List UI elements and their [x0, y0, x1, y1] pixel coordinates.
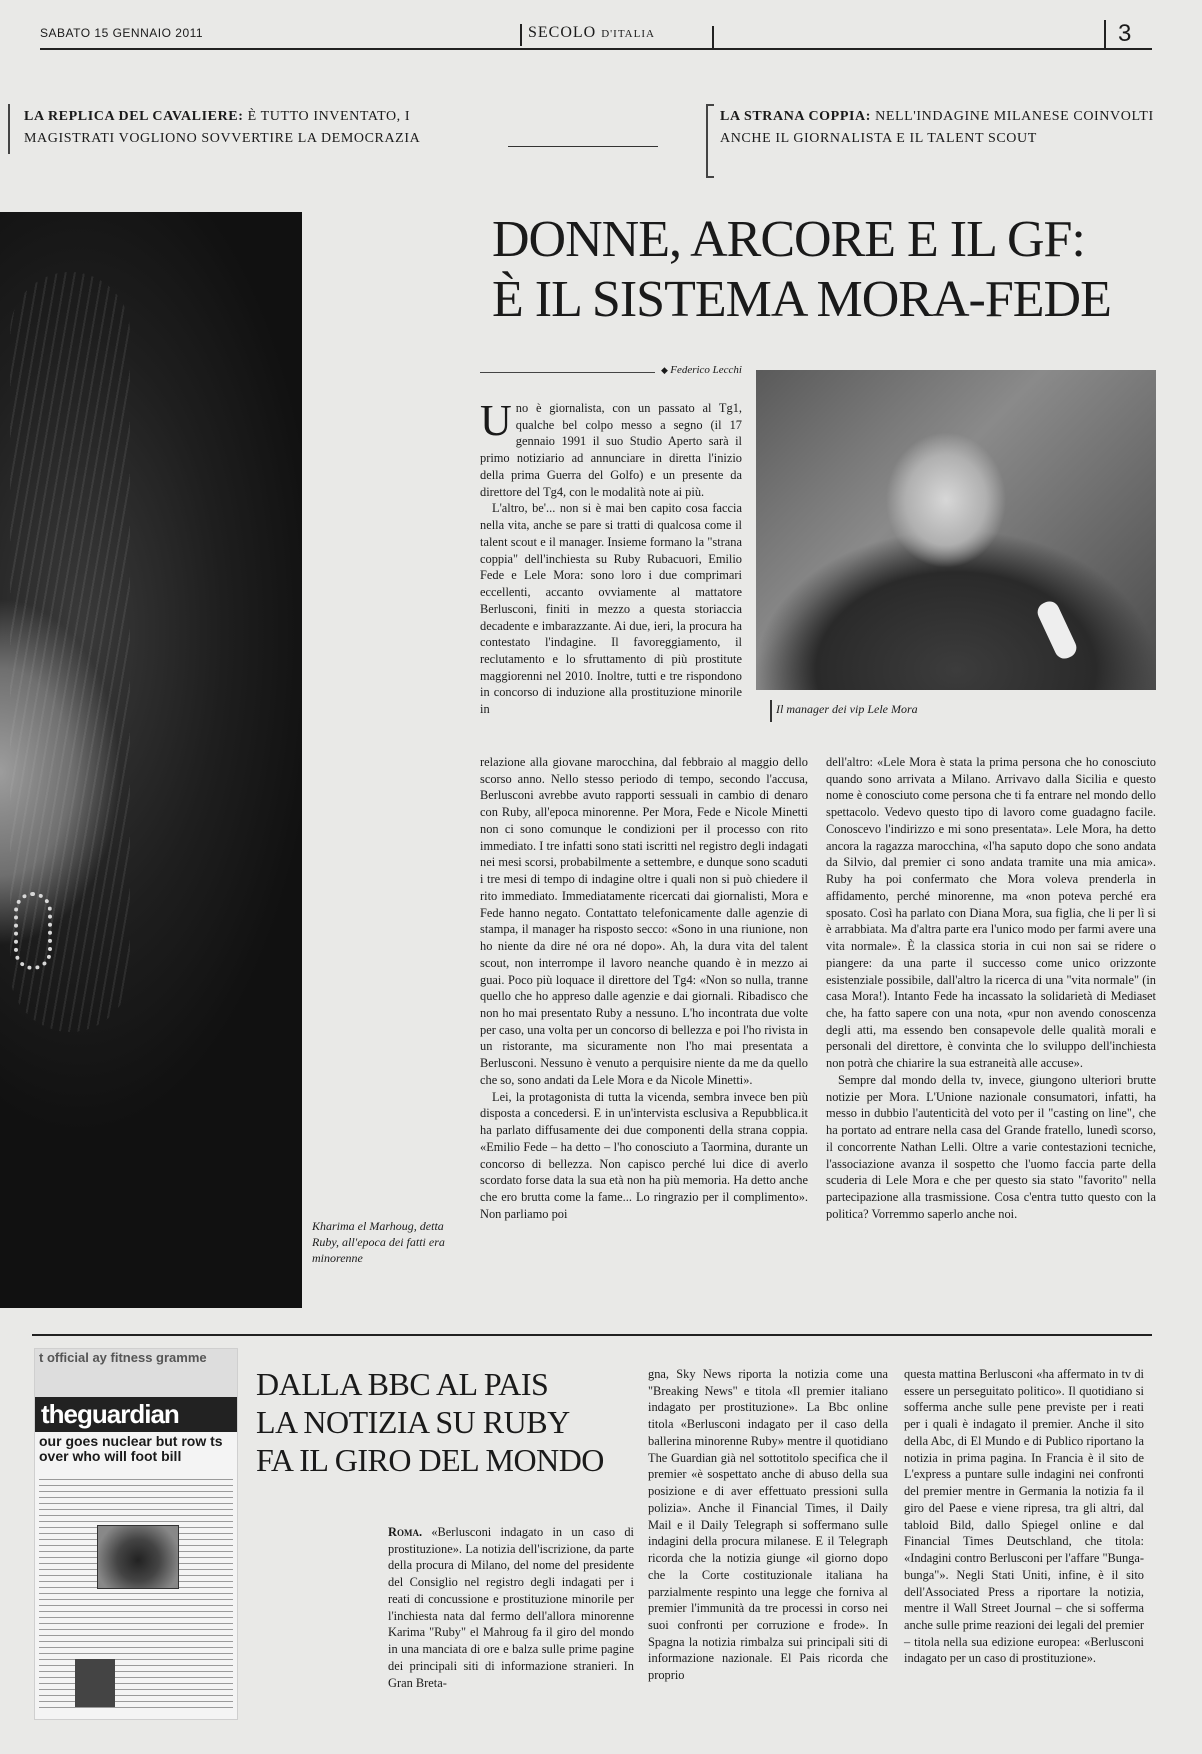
article-text: no è giornalista, con un passato al Tg1, qualche bel colpo messo a segno (il 17 gennaio 1991 il suo Studio Aperto sarà il primo notiziario ad annunciare in diretta l'inizio della prima Guerra del Golfo) e un presente da direttore del Tg4, con le modalità note ai più. [480, 401, 742, 499]
guardian-logo: theguardian [35, 1397, 237, 1432]
guardian-photo [97, 1525, 179, 1589]
article2-paragraph: gna, Sky News riporta la notizia come una "Breaking News" e titola «Il premier italiano indagato per prostituzione». La Bbc online titola «Berlusconi indagato per il caso della ballerina minorenne Ruby» mentre il quotidiano The Guardian già nel sottotitolo specifica che il premier «è sospettato anche di abuso della sua posizione e di aver effettuato pressioni sulla polizia». Anche il Financial Times, il Daily Mail e il Daily Telegraph si soffermano sulle indagini della procura milanese. E il Telegraph ricorda che la notizia giunge «il giorno dopo che la Corte costituzionale italiana ha parzialmente respinto una legge che forniva al premier l'immunità da tre processi in corso nei suoi confronti per corruzione e frode». In Spagna la notizia rimbalza sui principali siti di informazione nazionale. El Pais ricorda che proprio [648, 1367, 888, 1683]
paper-suffix: D'ITALIA [601, 28, 655, 40]
page-number: 3 [1104, 20, 1152, 48]
article-paragraph: dell'altro: «Lele Mora è stata la prima persona che ho conosciuto quando sono arrivata a Milano. Arrivavo dalla Sicilia e questo nome è conosciuto come persona che ti fa entrare nel mondo dello spettacolo. Vedevo questo tipo di lavoro come guadagno facile. Conoscevo l'indirizzo e mi sono presentata». Lele Mora, ha detto ancora la ragazza marocchina, «l'ha saputo dopo che sono andata da Silvio, dal premier ci sono andata tramite una mia amica». Ruby ha poi confermato che Mora voleva prenderla in affidamento, perché minorenne, ma «non poteva perché era sposato. Così ha parlato con Diana Mora, sua figlia, che li per lì si è arrabbiata. Ma d'altra parte era l'unico modo per farmi avere una vita normale». È la classica storia in cui non sai se ridere o piangere: da una parte il successo come unico orizzonte esistenziale possibile, dall'altro la ricerca di una "vita normale" (in casa Mora!). Intanto Fede ha incassato la solidarietà di Mediaset che, ha fatto sapere con una nota, «pur non avendo conoscenza degli atti, ma essendo ben consapevole delle qualità morali e personali del direttore, è convinta che lo sviluppo dell'inchiesta non potrà che chiarire la sua estraneità alle accuse». [826, 755, 1156, 1071]
kicker-left-lead: LA REPLICA DEL CAVALIERE: [24, 109, 244, 124]
drop-cap: U [480, 396, 512, 445]
kicker-right-text: NELL'INDAGINE MILANESE COINVOLTI ANCHE IL GIORNALISTA E IL TALENT SCOUT [720, 109, 1154, 147]
secondary-headline-line3: FA IL GIRO DEL MONDO [256, 1441, 604, 1478]
guardian-headline: our goes nuclear but row ts over who will foot bill [39, 1433, 223, 1464]
masthead-paper-name [520, 24, 655, 46]
article-column-1 [480, 396, 742, 718]
secondary-headline-line2: LA NOTIZIA SU RUBY [256, 1403, 570, 1440]
article2-paragraph: questa mattina Berlusconi «ha affermato in tv di essere un perseguitato politico». Il quotidiano si sofferma anche sulle pene previste per i reati per i quali è indagato il premier. Anche il sito della Abc, di El Mundo e di Publico riportano la notizia in prima pagina. In Francia è il sito de L'express a puntare sulle indagini nei confronti del premier mentre in Germania la notizia fa il giro del Paese e viene ripresa, tra gli altri, dal tabloid Bild, dallo Spiegel online e dal Financial Times Deutschland, che titola: «Indagini contro Berlusconi per l'affare "Bunga-bunga"». Negli Stati Uniti, infine, è il sito dell'Associated Press a riportare la notizia, mentre il Wall Street Journal – che si sofferma anche sulle prime reazioni dei legali del premier – titola nella sua edizione europea: «Berlusconi indagato per un caso di prostituzione». [904, 1367, 1144, 1666]
article-paragraph: Sempre dal mondo della tv, invece, giungono ulteriori brutte notizie per Mora. L'Unione nazionale consumatori, infatti, ha messo in dubbio l'autenticità del voto per il "casting on line", che ha portato ad entrare nella casa del Grande fratello, lunedì scorso, il concorrente Nathan Lelli. Oltre a varie contestazioni tecniche, l'associazione avanza il sospetto che l'uomo faccia parte della scuderia di Lele Mora e che per questo sia stato "favorito" nella partecipazione alla trasmissione. Cosa c'entra tutto questo con la politica? Vorremmo saperlo anche noi. [826, 1072, 1156, 1221]
article2-column-2 [648, 1366, 888, 1684]
guardian-text-lines [39, 1479, 233, 1709]
secondary-headline-line1: DALLA BBC AL PAIS [256, 1366, 549, 1402]
kicker-right [720, 106, 1160, 151]
photo-earring [14, 892, 52, 970]
kicker-right-lead: LA STRANA COPPIA: [720, 109, 871, 124]
photo-caption-mora: Il manager dei vip Lele Mora [776, 702, 918, 716]
secondary-headline [256, 1366, 636, 1479]
main-headline-line1: DONNE, ARCORE E IL GF: [492, 211, 1085, 268]
dateline: Roma. [388, 1525, 423, 1539]
article-column-2 [480, 754, 808, 1223]
paper-name: SECOLO [528, 24, 597, 41]
masthead [40, 22, 1152, 50]
guardian-top-text: t official ay fitness gramme [35, 1349, 237, 1397]
photo-lele-mora [756, 370, 1156, 690]
photo-ruby [0, 212, 302, 1308]
kicker-divider [508, 146, 658, 147]
guardian-front-page-image [34, 1348, 238, 1720]
masthead-date: SABATO 15 GENNAIO 2011 [40, 26, 204, 40]
section-divider [32, 1334, 1152, 1336]
kicker-left-bracket [8, 104, 16, 154]
caption-marker [770, 700, 772, 722]
article2-text: «Berlusconi indagato in un caso di prostituzione». La notizia dell'iscrizione, da parte della procura di Milano, del nome del presidente del Consiglio nel registro degli indagati per i reati di concussione e prostituzione minorile per l'inchiesta nata dal fermo dell'allora minorenne Karima "Ruby" el Mahroug fa il giro del mondo in una manciata di ore e balza sulle prime pagine dei principali siti di informazione stranieri. In Gran Breta- [388, 1525, 634, 1690]
photo-caption-ruby: Kharima el Marhoug, detta Ruby, all'epoca dei fatti era minorenne [312, 1219, 445, 1266]
kicker-left [24, 106, 464, 151]
article2-column-3 [904, 1366, 1144, 1667]
main-headline-line2: È IL SISTEMA MORA-FEDE [492, 270, 1111, 328]
main-headline [492, 210, 1172, 330]
article-paragraph [480, 396, 742, 500]
byline [480, 364, 742, 387]
masthead-separator [712, 26, 714, 48]
article-paragraph: L'altro, be'... non si è mai ben capito cosa faccia nella vita, anche se pare si tratti di qualcosa come il talent scout e il manager. Insieme formano la "strana coppia" dell'inchiesta su Ruby Rubacuori, Emilio Fede e Lele Mora: sono loro i due comprimari eccellenti, accanto ovviamente al mattatore Berlusconi, finiti in mezzo a questa storiaccia decadente e imbarazzante. Ai due, ieri, la procura ha contestato l'indagine. Il favoreggiamento, il reclutamento e lo sfruttamento di più prostitute maggiorenni nel 2010. Inoltre, tutti e tre rispondono in concorso di induzione alla prostituzione minorile in [480, 501, 742, 717]
kicker-right-bracket [706, 104, 714, 178]
article2-paragraph [388, 1524, 634, 1691]
article-paragraph: Lei, la protagonista di tutta la vicenda, sembra invece ben più disposta a concedersi. E in un'intervista esclusiva a Repubblica.it ha parlato diffusamente dei due componenti della strana coppia. «Emilio Fede – ha detto – l'ho conosciuto a Taormina, durante un concorso di bellezza. Non capisco perché lui dice di averlo scordato forse data la sua età non ha più memoria. Ha detto anche che ero brutta come la fame... Lo ringrazio per il complimento». Non parliamo poi [480, 1089, 808, 1221]
article-paragraph: relazione alla giovane marocchina, dal febbraio al maggio dello scorso anno. Nello stesso periodo di tempo, secondo l'accusa, Berlusconi avrebbe avuto rapporti sessuali in cambio di denaro con Ruby, all'epoca minorenne. Per Mora, Fede e Nicole Minetti non ci sono comunque le condizioni per il processo con rito immediato. I tre infatti sono stati iscritti nel registro degli indagati nei mesi scorsi, probabilmente a settembre, e dunque sono scaduti i tre mesi di tempo di indagine oltre i quali non si può chiedere il rito immediato. Immediatamente ricercati dai giornalisti, Mora e Fede hanno negato. Contattato telefonicamente dalle agenzie di stampa, il manager ha risposto secco: «Sono in una riunione, non ho niente da dire né ora né dopo». Ah, la dura vita del talent scout, non interrompe il lavoro neanche quando è in mezzo ai guai. Poco più loquace il direttore del Tg4: «Non so nulla, tranne quello che ho appreso dalle agenzie e dai giornali. Ribadisco che non ho mai presentato Ruby a nessuno. L'ho incontrata due volte per caso, una volta per un concorso di bellezza e poi l'ho rivista in un ristorante, ma sicuramente non l'ho mai presentata a Berlusconi. Nessuno è venuto a perquisire niente da me da quello che so, sono andati da Lele Mora e da Nicole Minetti». [480, 755, 808, 1087]
article-column-3 [826, 754, 1156, 1223]
byline-author: ◆ Federico Lecchi [655, 364, 742, 376]
article2-column-1 [388, 1524, 634, 1691]
kicker-left-text: È TUTTO INVENTATO, I MAGISTRATI VOGLIONO SOVVERTIRE LA DEMOCRAZIA [24, 109, 421, 147]
photo-microphone [1034, 598, 1079, 662]
guardian-photo-small [75, 1659, 115, 1707]
